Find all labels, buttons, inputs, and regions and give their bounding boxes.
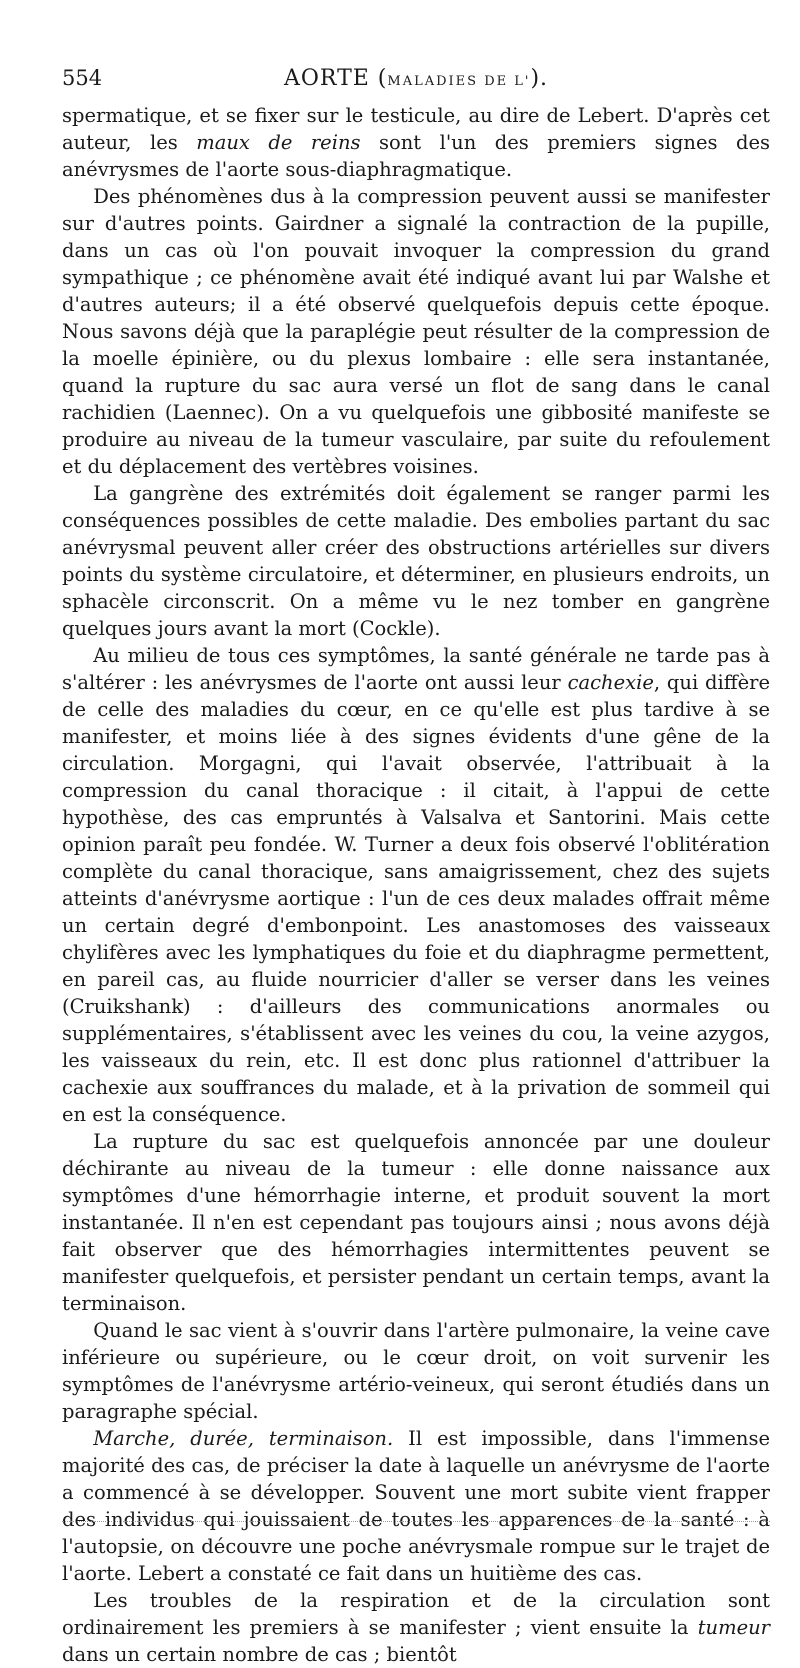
italic-text: Marche, durée, terminaison. bbox=[93, 1427, 394, 1450]
running-title-end: ). bbox=[530, 66, 549, 91]
paragraph bbox=[62, 1128, 770, 1317]
text-run: Quand le sac vient à s'ouvrir dans l'artère pulmonaire, la veine cave inférieure ou supérieure, ou le cœur droit, on voit survenir les symptômes de l'anévrysme artério-veineux, qui seront étudiés dans un paragraphe spécial. bbox=[62, 1319, 770, 1423]
body-text bbox=[62, 102, 770, 1668]
text-run: dans un certain nombre de cas ; bientôt bbox=[62, 1643, 457, 1666]
text-run: Les troubles de la respiration et de la circulation sont ordinairement les premiers à se manifester ; vient ensuite la bbox=[62, 1589, 770, 1639]
paragraph bbox=[62, 1317, 770, 1425]
text-run: Il est impossible, dans l'immense majorité des cas, de préciser la date à laquelle un anévrysme de l'aorte a commencé à se développer. Souvent une mort subite vient frapper des individus qui jouissaient de toutes les apparences de la santé : à l'autopsie, on découvre une poche anévrysmale rompue sur le trajet de l'aorte. Lebert a constaté ce fait dans un huitième des cas. bbox=[62, 1427, 770, 1585]
running-title-small-caps: MALADIES DE L' bbox=[387, 74, 531, 89]
text-run: spermatique, et se fixer sur le testicule, au dire de Lebert. D'après cet auteur, les bbox=[62, 104, 770, 154]
paragraph bbox=[62, 1587, 770, 1668]
page-header bbox=[62, 62, 770, 102]
text-run: Au milieu de tous ces symptômes, la santé générale ne tarde pas à s'altérer : les anévrysmes de l'aorte ont aussi leur bbox=[62, 644, 770, 694]
italic-text: tumeur bbox=[697, 1616, 770, 1639]
book-page bbox=[0, 62, 800, 1666]
page-number: 554 bbox=[62, 66, 103, 90]
italic-text: cachexie bbox=[567, 671, 654, 694]
running-title bbox=[62, 66, 770, 91]
paragraph bbox=[62, 102, 770, 183]
italic-text: maux de reins bbox=[196, 131, 361, 154]
paragraph bbox=[62, 1425, 770, 1587]
text-run: sont l'un des premiers signes des anévrysmes de l'aorte sous-diaphragmatique. bbox=[62, 131, 770, 181]
text-run: La rupture du sac est quelquefois annoncée par une douleur déchirante au niveau de la tumeur : elle donne naissance aux symptômes d'une hémorrhagie interne, et produit souvent la mort instantanée. Il n'en est cependant pas toujours ainsi ; nous avons déjà fait observer que des hémorrhagies intermittentes peuvent se manifester quelquefois, et persister pendant un certain temps, avant la terminaison. bbox=[62, 1130, 770, 1315]
text-run: Des phénomènes dus à la compression peuvent aussi se manifester sur d'autres points. Gairdner a signalé la contraction de la pupille, dans un cas où l'on pouvait invoquer la compression du grand sympathique ; ce phénomène avait été indiqué avant lui par Walshe et d'autres auteurs; il a été observé quelquefois depuis cette époque. Nous savons déjà que la paraplégie peut résulter de la compression de la moelle épinière, ou du plexus lombaire : elle sera instantanée, quand la rupture du sac aura versé un flot de sang dans le canal rachidien (Laennec). On a vu quelquefois une gibbosité manifeste se produire au niveau de la tumeur vasculaire, par suite du refoulement et du déplacement des vertèbres voisines. bbox=[62, 185, 770, 478]
paragraph bbox=[62, 642, 770, 1128]
text-run: , qui diffère de celle des maladies du cœur, en ce qu'elle est plus tardive à se manifester, et moins liée à des signes évidents d'une gêne de la circulation. Morgagni, qui l'avait observée, l'attribuait à la compression du canal thoracique : il citait, à l'appui de cette hypothèse, des cas empruntés à Valsalva et Santorini. Mais cette opinion paraît peu fondée. W. Turner a deux fois observé l'oblitération complète du canal thoracique, sans amaigrissement, chez des sujets atteints d'anévrysme aortique : l'un de ces deux malades offrait même un certain degré d'embonpoint. Les anastomoses des vaisseaux chylifères avec les lymphatiques du foie et du diaphragme permettent, en pareil cas, au fluide nourricier d'aller se verser dans les veines (Cruikshank) : d'ailleurs des communications anormales ou supplémentaires, s'établissent avec les veines du cou, la veine azygos, les vaisseaux du rein, etc. Il est donc plus rationnel d'attribuer la cachexie aux souffrances du malade, et à la privation de sommeil qui en est la conséquence. bbox=[62, 671, 770, 1126]
paragraph bbox=[62, 480, 770, 642]
text-run: La gangrène des extrémités doit également se ranger parmi les conséquences possibles de cette maladie. Des embolies partant du sac anévrysmal peuvent aller créer des obstructions artérielles sur divers points du système circulatoire, et déterminer, en plusieurs endroits, un sphacèle circonscrit. On a même vu le nez tomber en gangrène quelques jours avant la mort (Cockle). bbox=[62, 482, 770, 640]
footer-rule bbox=[62, 1521, 770, 1522]
paragraph bbox=[62, 183, 770, 480]
running-title-main: AORTE ( bbox=[283, 66, 388, 91]
